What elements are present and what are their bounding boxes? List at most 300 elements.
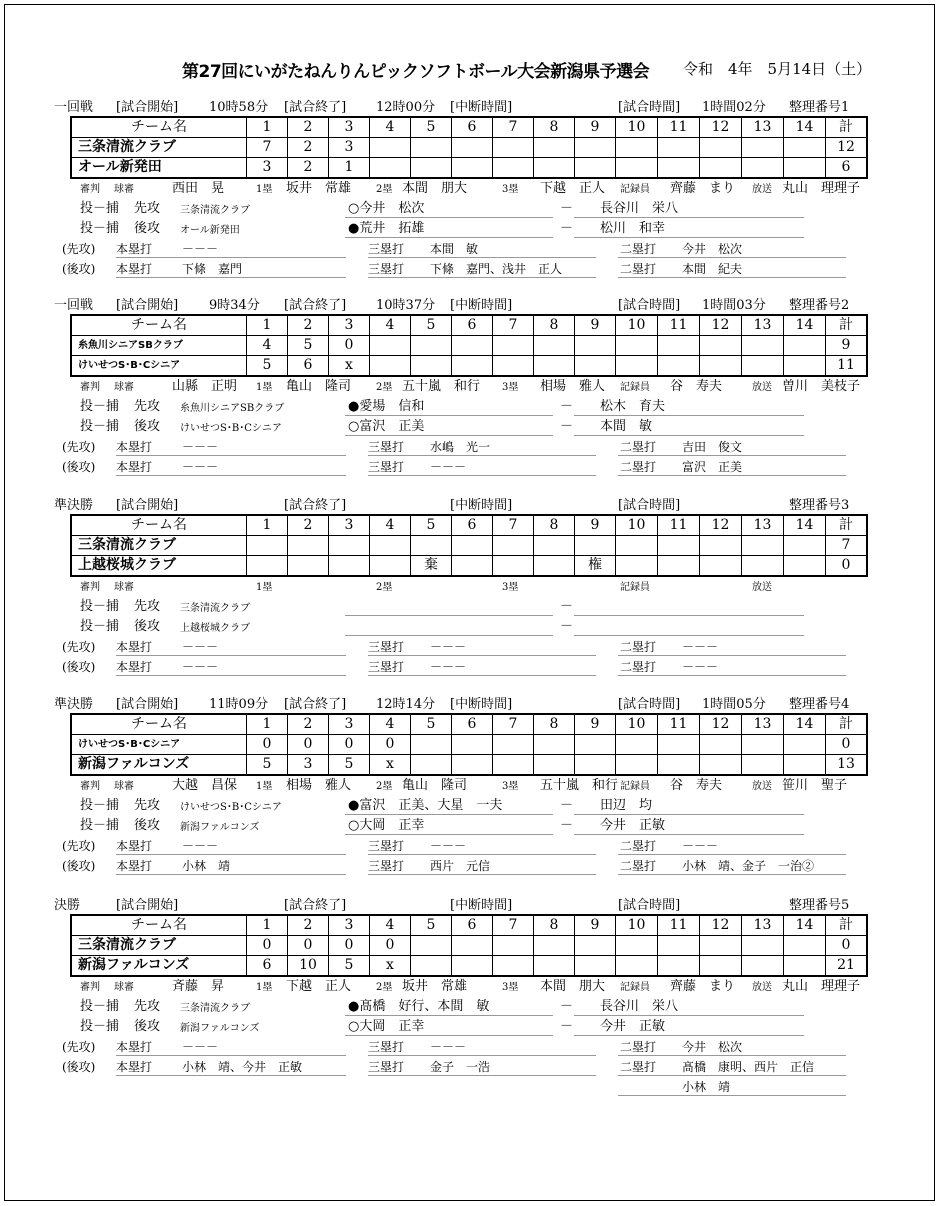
inning-score [411, 138, 452, 158]
inning-header: 13 [742, 714, 784, 735]
team-name-header: チーム名 [71, 315, 247, 336]
end-time: 12時14分 [376, 697, 436, 712]
order-label: 先攻 [134, 999, 161, 1014]
hr-underline [116, 257, 346, 258]
inning-header: 11 [658, 117, 700, 138]
pitcher-underline [345, 1035, 553, 1036]
game-block [0, 100, 940, 290]
inning-score [616, 336, 658, 356]
catcher-underline [574, 237, 804, 238]
inning-score: 6 [288, 356, 329, 377]
inning-header: 14 [784, 117, 826, 138]
total-header: 計 [826, 117, 868, 138]
extra-double-underline [618, 1095, 846, 1096]
triple-underline [368, 854, 596, 855]
battery-top-line [80, 200, 840, 218]
game-header [54, 298, 874, 314]
hr-value: －－－ [182, 242, 219, 256]
triple-value: 金子 一浩 [430, 1060, 491, 1074]
inning-header: 6 [452, 714, 493, 735]
inning-score [784, 556, 826, 577]
catcher: 松川 和幸 [600, 221, 666, 236]
inning-score [616, 158, 658, 179]
game-block [0, 498, 940, 688]
score-header-row [71, 515, 867, 536]
hr-underline [116, 1055, 346, 1056]
team-row [71, 936, 867, 956]
inning-header: 1 [247, 117, 288, 138]
team-total: 0 [826, 556, 868, 577]
catcher: 本間 敏 [600, 419, 653, 434]
inning-header: 7 [493, 315, 534, 336]
pause-label: [中断時間] [450, 898, 513, 913]
triple-underline [368, 1055, 596, 1056]
inning-score [658, 755, 700, 776]
broadcast-label: 放送 [752, 382, 772, 393]
hr-label: 本塁打 [116, 460, 153, 474]
inning-header: 10 [616, 714, 658, 735]
battery-bottom-line [80, 418, 840, 436]
catcher: 松木 育夫 [600, 399, 666, 414]
hr-label: 本塁打 [116, 242, 153, 256]
hr-value: －－－ [182, 1040, 219, 1054]
battery-label: 投－捕 [80, 1019, 120, 1034]
game-time: 1時間03分 [702, 298, 766, 313]
inning-header: 1 [247, 714, 288, 735]
recorder: 齊藤 まり [670, 181, 736, 196]
game-time-label: [試合時間] [618, 697, 681, 712]
battery-team: 新潟ファルコンズ [180, 822, 260, 833]
broadcaster: 丸山 理理子 [782, 181, 861, 196]
inning-score [452, 336, 493, 356]
double-value: 髙橋 康明、西片 正信 [682, 1060, 815, 1074]
pitcher: ●愛場 信和 [348, 399, 425, 414]
inning-score [742, 336, 784, 356]
triple-underline [368, 874, 596, 875]
inning-header: 2 [288, 714, 329, 735]
hr-value: 小林 靖 [182, 859, 231, 873]
order-label: 後攻 [134, 818, 161, 833]
inning-score: x [370, 956, 411, 977]
pitcher-underline [345, 415, 553, 416]
inning-score [700, 356, 742, 377]
triple-label: 三塁打 [368, 1040, 405, 1054]
game-time: 1時間02分 [702, 100, 766, 115]
game-block [0, 697, 940, 887]
start-label: [試合開始] [116, 697, 179, 712]
double-underline [618, 1055, 846, 1056]
inning-score [411, 356, 452, 377]
second-base-label: 2塁 [376, 184, 393, 195]
inning-score [452, 536, 493, 556]
triple-label: 三塁打 [368, 839, 405, 853]
double-label: 二塁打 [620, 1040, 657, 1054]
inning-score [411, 735, 452, 755]
inning-header: 7 [493, 714, 534, 735]
hr-label: 本塁打 [116, 440, 153, 454]
inning-score [575, 936, 616, 956]
umpire-line [80, 777, 880, 795]
order-label: 先攻 [134, 798, 161, 813]
third-base-label: 3塁 [502, 184, 519, 195]
team-name: けいせつS･B･Cシニア [71, 735, 247, 755]
side-label: (後攻) [62, 1060, 96, 1074]
order-label: 先攻 [134, 201, 161, 216]
inning-score [616, 536, 658, 556]
inning-header: 3 [329, 915, 370, 936]
catcher-underline [574, 635, 804, 636]
double-underline [618, 1075, 846, 1076]
umpire-line [80, 378, 880, 396]
team-total: 7 [826, 536, 868, 556]
first-base-label: 1塁 [256, 781, 273, 792]
inning-score [534, 956, 575, 977]
score-table [70, 314, 868, 377]
inning-header: 5 [411, 515, 452, 536]
inning-score [700, 158, 742, 179]
double-label: 二塁打 [620, 1060, 657, 1074]
side-label: (先攻) [62, 242, 96, 256]
hr-value: －－－ [182, 460, 219, 474]
inning-header: 11 [658, 714, 700, 735]
pitcher: ○今井 松次 [348, 201, 425, 216]
inning-header: 12 [700, 315, 742, 336]
catcher-underline [574, 814, 804, 815]
inning-score: 0 [247, 936, 288, 956]
inning-score [452, 158, 493, 179]
team-total: 11 [826, 356, 868, 377]
inning-score: 0 [247, 735, 288, 755]
order-label: 後攻 [134, 1019, 161, 1034]
battery-dash: － [560, 999, 574, 1014]
hr-value: －－－ [182, 640, 219, 654]
catcher: 長谷川 栄八 [600, 999, 679, 1014]
pitcher: ○富沢 正美 [348, 419, 425, 434]
battery-team: 糸魚川シニアSBクラブ [180, 403, 285, 414]
triple-value: 西片 元信 [430, 859, 491, 873]
battery-dash: － [560, 399, 574, 414]
hits-bottom-line [62, 857, 862, 875]
pitcher-underline [345, 1015, 553, 1016]
double-value: －－－ [682, 839, 719, 853]
battery-label: 投－捕 [80, 599, 120, 614]
game-number: 整理番号3 [789, 498, 850, 513]
inning-score [700, 956, 742, 977]
inning-header: 3 [329, 714, 370, 735]
double-value: 吉田 俊文 [682, 440, 743, 454]
inning-score [742, 138, 784, 158]
inning-score [288, 536, 329, 556]
inning-score: 2 [288, 158, 329, 179]
start-time: 9時34分 [209, 298, 260, 313]
inning-score [784, 158, 826, 179]
battery-team: けいせつS･B･Cシニア [180, 802, 282, 813]
triple-label: 三塁打 [368, 660, 405, 674]
pitcher-underline [345, 217, 553, 218]
triple-label: 三塁打 [368, 262, 405, 276]
inning-header: 9 [575, 515, 616, 536]
broadcast-label: 放送 [752, 582, 772, 593]
page-title: 第27回にいがたねんりんピックソフトボール大会新潟県予選会 [182, 62, 650, 82]
broadcaster: 笹川 聖子 [782, 778, 848, 793]
end-label: [試合終了] [284, 898, 347, 913]
inning-score [700, 536, 742, 556]
home-umpire-label: 球審 [114, 382, 134, 393]
game-time-label: [試合時間] [618, 898, 681, 913]
battery-team: 三条清流クラブ [180, 1003, 250, 1014]
score-header-row [71, 315, 867, 336]
triple-label: 三塁打 [368, 242, 405, 256]
double-label: 二塁打 [620, 460, 657, 474]
inning-score [534, 356, 575, 377]
inning-header: 9 [575, 714, 616, 735]
inning-header: 3 [329, 515, 370, 536]
inning-score [616, 556, 658, 577]
inning-score [534, 755, 575, 776]
hr-value: 小林 靖、今井 正敏 [182, 1060, 303, 1074]
inning-score: 3 [329, 138, 370, 158]
inning-score [658, 356, 700, 377]
team-name: 三条清流クラブ [71, 536, 247, 556]
team-name: オール新発田 [71, 158, 247, 179]
triple-label: 三塁打 [368, 460, 405, 474]
inning-score [742, 158, 784, 179]
hr-underline [116, 475, 346, 476]
inning-header: 12 [700, 915, 742, 936]
triple-underline [368, 675, 596, 676]
game-number: 整理番号4 [789, 697, 850, 712]
inning-header: 6 [452, 515, 493, 536]
inning-score: 0 [329, 336, 370, 356]
battery-label: 投－捕 [80, 201, 120, 216]
inning-score [742, 936, 784, 956]
inning-header: 9 [575, 915, 616, 936]
inning-score [700, 556, 742, 577]
inning-score: 0 [288, 735, 329, 755]
inning-header: 8 [534, 117, 575, 138]
team-row [71, 536, 867, 556]
double-label: 二塁打 [620, 839, 657, 853]
inning-header: 12 [700, 117, 742, 138]
side-label: (後攻) [62, 660, 96, 674]
inning-header: 10 [616, 315, 658, 336]
double-value: －－－ [682, 660, 719, 674]
pitcher-underline [345, 237, 553, 238]
game-header [54, 498, 874, 514]
side-label: (先攻) [62, 839, 96, 853]
team-total: 6 [826, 158, 868, 179]
inning-score [784, 936, 826, 956]
double-underline [618, 675, 846, 676]
double-value: －－－ [682, 640, 719, 654]
hr-underline [116, 675, 346, 676]
home-umpire-label: 球審 [114, 781, 134, 792]
inning-score: 1 [329, 158, 370, 179]
team-row [71, 138, 867, 158]
start-label: [試合開始] [116, 498, 179, 513]
battery-team: 新潟ファルコンズ [180, 1023, 260, 1034]
home-umpire: 西田 晃 [172, 181, 225, 196]
catcher-underline [574, 435, 804, 436]
inning-header: 14 [784, 315, 826, 336]
hits-top-line [62, 1038, 862, 1056]
team-total: 9 [826, 336, 868, 356]
team-total: 0 [826, 735, 868, 755]
total-header: 計 [826, 515, 868, 536]
hr-value: －－－ [182, 660, 219, 674]
double-value: 本間 紀夫 [682, 262, 743, 276]
team-name-header: チーム名 [71, 117, 247, 138]
inning-header: 5 [411, 714, 452, 735]
hr-value: －－－ [182, 839, 219, 853]
inning-header: 4 [370, 714, 411, 735]
side-label: (先攻) [62, 440, 96, 454]
inning-header: 8 [534, 515, 575, 536]
hr-label: 本塁打 [116, 262, 153, 276]
inning-score [288, 556, 329, 577]
inning-header: 8 [534, 714, 575, 735]
battery-dash: － [560, 419, 574, 434]
double-underline [618, 854, 846, 855]
pitcher: ○大岡 正幸 [348, 1019, 425, 1034]
game-block [0, 898, 940, 1094]
battery-top-line [80, 998, 840, 1016]
inning-score: x [329, 356, 370, 377]
inning-score: 0 [329, 936, 370, 956]
inning-score [493, 556, 534, 577]
pitcher: ●髙橋 好行、本間 敏 [348, 999, 490, 1014]
second-umpire: 亀山 隆司 [402, 778, 468, 793]
double-label: 二塁打 [620, 242, 657, 256]
inning-header: 2 [288, 117, 329, 138]
second-umpire: 本間 朋大 [402, 181, 468, 196]
inning-score: 5 [288, 336, 329, 356]
inning-header: 11 [658, 515, 700, 536]
battery-dash: － [560, 619, 574, 634]
side-label: (後攻) [62, 460, 96, 474]
inning-score [370, 336, 411, 356]
total-header: 計 [826, 714, 868, 735]
battery-label: 投－捕 [80, 399, 120, 414]
game-time-label: [試合時間] [618, 498, 681, 513]
inning-score [784, 138, 826, 158]
inning-score [658, 138, 700, 158]
inning-score [534, 936, 575, 956]
inning-score: 棄 [411, 556, 452, 577]
inning-score: 5 [329, 956, 370, 977]
triple-label: 三塁打 [368, 640, 405, 654]
battery-dash: － [560, 221, 574, 236]
inning-score [700, 755, 742, 776]
inning-header: 11 [658, 915, 700, 936]
hits-bottom-line [62, 658, 862, 676]
battery-label: 投－捕 [80, 619, 120, 634]
game-header [54, 898, 874, 914]
home-umpire-label: 球審 [114, 582, 134, 593]
double-underline [618, 257, 846, 258]
inning-score [616, 936, 658, 956]
inning-score [493, 936, 534, 956]
umpire-line [80, 978, 880, 996]
battery-dash: － [560, 798, 574, 813]
first-umpire: 下越 正人 [286, 979, 352, 994]
extra-double-line [682, 1078, 882, 1096]
start-label: [試合開始] [116, 298, 179, 313]
inning-score: 0 [288, 936, 329, 956]
hits-bottom-line [62, 458, 862, 476]
triple-value: －－－ [430, 839, 467, 853]
pause-label: [中断時間] [450, 697, 513, 712]
inning-score [247, 536, 288, 556]
inning-score: 0 [370, 735, 411, 755]
side-label: (先攻) [62, 640, 96, 654]
total-header: 計 [826, 915, 868, 936]
double-label: 二塁打 [620, 640, 657, 654]
inning-score [493, 536, 534, 556]
inning-score [411, 536, 452, 556]
home-umpire-label: 球審 [114, 184, 134, 195]
catcher-underline [574, 834, 804, 835]
inning-score [742, 556, 784, 577]
battery-team: 三条清流クラブ [180, 205, 250, 216]
double-value: 今井 松次 [682, 242, 743, 256]
team-row [71, 956, 867, 977]
start-label: [試合開始] [116, 898, 179, 913]
hr-underline [116, 854, 346, 855]
hr-label: 本塁打 [116, 640, 153, 654]
inning-score [658, 956, 700, 977]
team-name: けいせつS･B･Cシニア [71, 356, 247, 377]
home-umpire: 山縣 正明 [172, 379, 238, 394]
second-base-label: 2塁 [376, 982, 393, 993]
inning-score [411, 755, 452, 776]
order-label: 先攻 [134, 399, 161, 414]
second-base-label: 2塁 [376, 382, 393, 393]
inning-score [534, 735, 575, 755]
inning-score: 2 [288, 138, 329, 158]
first-base-label: 1塁 [256, 582, 273, 593]
team-name-header: チーム名 [71, 915, 247, 936]
triple-underline [368, 455, 596, 456]
battery-dash: － [560, 201, 574, 216]
score-table [70, 514, 868, 577]
inning-header: 1 [247, 915, 288, 936]
inning-score [616, 356, 658, 377]
battery-team: 上越桜城クラブ [180, 623, 250, 634]
team-name: 三条清流クラブ [71, 936, 247, 956]
inning-score [575, 138, 616, 158]
inning-score [658, 336, 700, 356]
triple-value: 水嶋 光一 [430, 440, 491, 454]
inning-header: 6 [452, 915, 493, 936]
inning-score [452, 956, 493, 977]
inning-header: 14 [784, 714, 826, 735]
recorder-label: 記録員 [620, 982, 650, 993]
game-header [54, 100, 874, 116]
battery-label: 投－捕 [80, 999, 120, 1014]
hr-label: 本塁打 [116, 859, 153, 873]
inning-score: 5 [329, 755, 370, 776]
round-label: 一回戦 [54, 100, 94, 115]
inning-header: 7 [493, 515, 534, 536]
inning-score: 0 [370, 936, 411, 956]
battery-bottom-line [80, 817, 840, 835]
inning-header: 4 [370, 117, 411, 138]
pitcher: ○大岡 正幸 [348, 818, 425, 833]
battery-label: 投－捕 [80, 419, 120, 434]
hr-underline [116, 277, 346, 278]
recorder: 齊藤 まり [670, 979, 736, 994]
